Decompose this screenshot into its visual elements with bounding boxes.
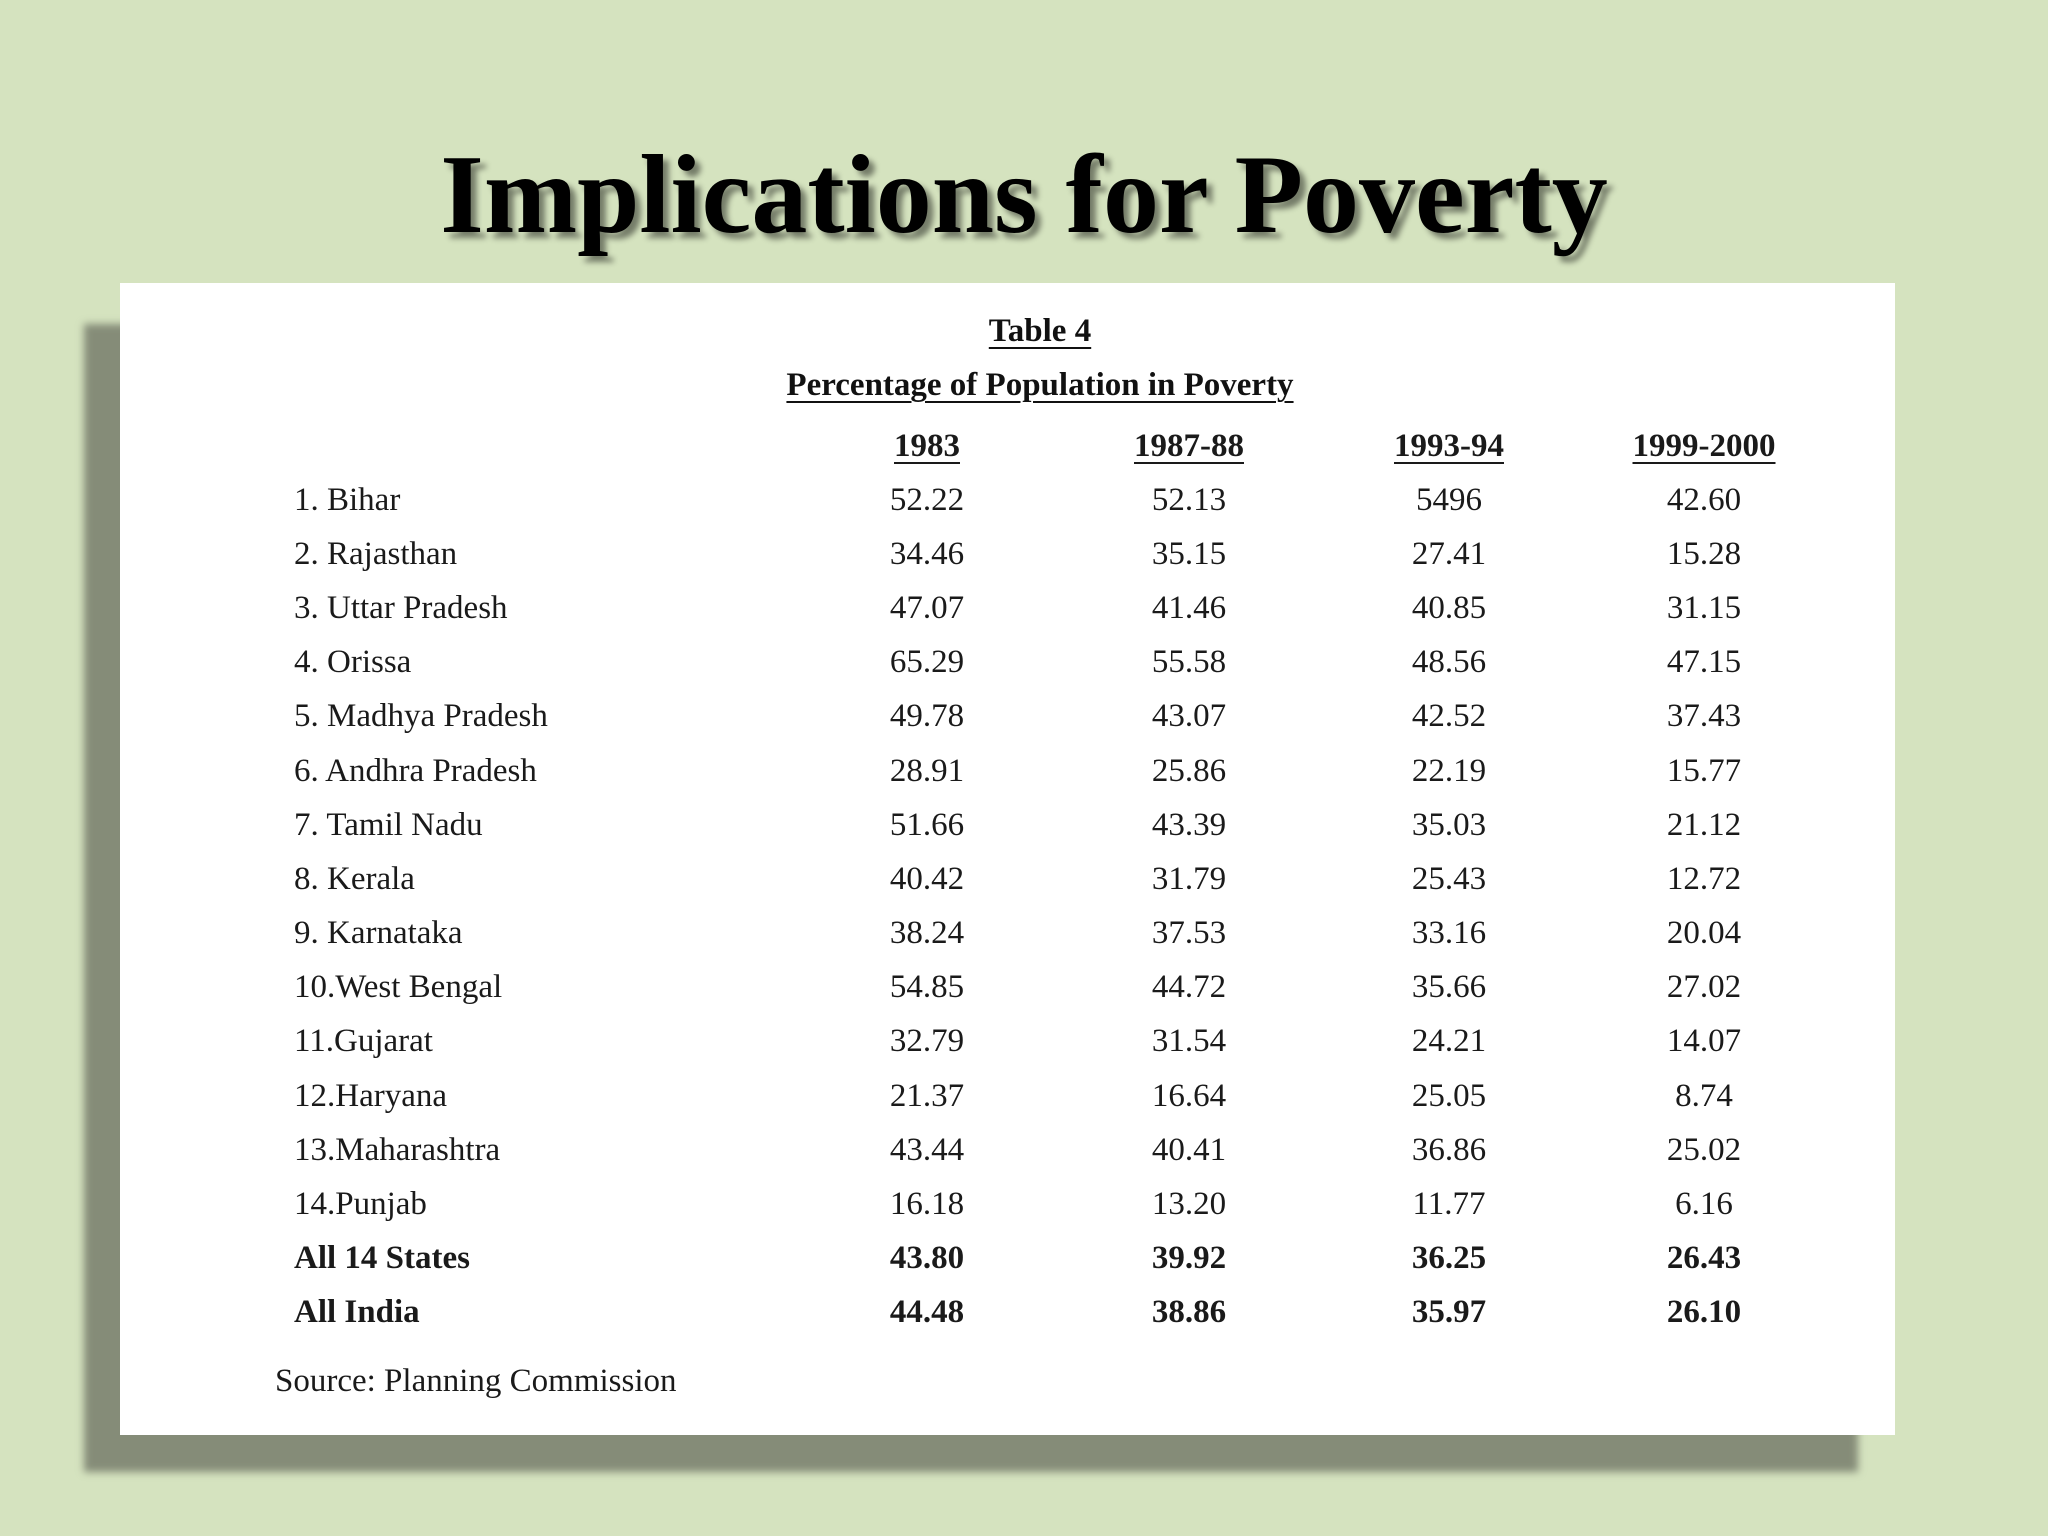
table-cell-value: 11.77 [1412, 1186, 1486, 1223]
table-row [290, 961, 1848, 1015]
table-cell-value: 24.21 [1411, 1023, 1487, 1060]
table-cell-value: 25.86 [1151, 752, 1227, 789]
table-body [290, 473, 1848, 1340]
table-panel [120, 283, 1895, 1435]
table-cell-state: 6. Andhra Pradesh [294, 752, 537, 789]
table-cell-value: 31.54 [1151, 1023, 1227, 1060]
table-cell-value: 43.07 [1151, 698, 1227, 735]
table-cell-value: 35.97 [1411, 1294, 1487, 1331]
table-cell-value: 40.42 [889, 860, 965, 897]
table-cell-value: 65.29 [889, 644, 965, 681]
table-cell-state: 10.West Bengal [294, 969, 503, 1006]
table-cell-value: 37.43 [1666, 698, 1742, 735]
table-cell-value: 5496 [1416, 481, 1482, 518]
table-cell-value: 43.80 [889, 1240, 965, 1277]
table-cell-value: 31.79 [1151, 860, 1227, 897]
table-row [290, 690, 1848, 744]
table-cell-value: 49.78 [889, 698, 965, 735]
table-cell-value: 21.37 [889, 1077, 965, 1114]
table-cell-value: 52.22 [889, 481, 965, 518]
table-cell-value: 34.46 [889, 535, 965, 572]
table-cell-value: 21.12 [1666, 806, 1742, 843]
table-cell-value: 54.85 [889, 969, 965, 1006]
table-cell-state: 7. Tamil Nadu [294, 806, 483, 843]
table-title: Percentage of Population in Poverty [786, 367, 1294, 403]
table-cell-value: 35.03 [1411, 806, 1487, 843]
table-row [290, 473, 1848, 527]
table-cell-value: 43.39 [1151, 806, 1227, 843]
table-cell-value: 26.43 [1666, 1240, 1742, 1277]
table-cell-state: 14.Punjab [294, 1186, 427, 1223]
slide-title: Implications for Poverty [440, 133, 1608, 257]
table-cell-value: 27.41 [1411, 535, 1487, 572]
table-source: Source: Planning Commission [275, 1363, 677, 1399]
column-header-1999-2000: 1999-2000 [1632, 427, 1776, 464]
poverty-table [290, 419, 1848, 1340]
table-row [290, 907, 1848, 961]
table-cell-value: 40.41 [1151, 1131, 1227, 1168]
table-cell-value: 40.85 [1411, 589, 1487, 626]
column-header-1993-94: 1993-94 [1394, 427, 1504, 464]
table-row [290, 1123, 1848, 1177]
table-cell-value: 47.07 [889, 589, 965, 626]
table-cell-state: 5. Madhya Pradesh [294, 698, 548, 735]
table-cell-value: 15.77 [1666, 752, 1742, 789]
table-cell-value: 39.92 [1151, 1240, 1227, 1277]
table-cell-value: 22.19 [1411, 752, 1487, 789]
column-header-1987-88: 1987-88 [1134, 427, 1244, 464]
table-cell-value: 35.66 [1411, 969, 1487, 1006]
table-cell-state: All India [294, 1294, 420, 1331]
table-cell-value: 14.07 [1666, 1023, 1742, 1060]
table-cell-value: 8.74 [1675, 1077, 1733, 1114]
table-cell-value: 44.48 [889, 1294, 965, 1331]
table-cell-state: 13.Maharashtra [294, 1131, 501, 1168]
column-header-state [290, 419, 814, 473]
table-cell-value: 51.66 [889, 806, 965, 843]
table-cell-value: 25.02 [1666, 1131, 1742, 1168]
table-cell-value: 47.15 [1666, 644, 1742, 681]
table-row [290, 527, 1848, 581]
table-row [290, 636, 1848, 690]
table-cell-state: 8. Kerala [294, 860, 415, 897]
table-cell-value: 27.02 [1666, 969, 1742, 1006]
table-cell-value: 43.44 [889, 1131, 965, 1168]
table-cell-value: 52.13 [1151, 481, 1227, 518]
table-cell-value: 28.91 [889, 752, 965, 789]
table-cell-value: 38.86 [1151, 1294, 1227, 1331]
table-cell-state: 11.Gujarat [294, 1023, 433, 1060]
table-row [290, 581, 1848, 635]
table-cell-state: 9. Karnataka [294, 915, 463, 952]
table-row [290, 1177, 1848, 1231]
table-total-row [290, 1232, 1848, 1286]
table-cell-value: 12.72 [1666, 860, 1742, 897]
table-row [290, 1069, 1848, 1123]
table-cell-value: 41.46 [1151, 589, 1227, 626]
table-cell-value: 16.64 [1151, 1077, 1227, 1114]
column-header-1983: 1983 [894, 427, 960, 464]
table-cell-value: 36.86 [1411, 1131, 1487, 1168]
table-cell-value: 15.28 [1666, 535, 1742, 572]
table-cell-value: 55.58 [1151, 644, 1227, 681]
table-cell-value: 25.05 [1411, 1077, 1487, 1114]
table-cell-state: 1. Bihar [294, 481, 401, 518]
table-cell-value: 31.15 [1666, 589, 1742, 626]
table-row [290, 852, 1848, 906]
table-header-row [290, 419, 1848, 473]
table-cell-value: 25.43 [1411, 860, 1487, 897]
table-cell-value: 36.25 [1411, 1240, 1487, 1277]
table-cell-state: 4. Orissa [294, 644, 412, 681]
table-cell-value: 26.10 [1666, 1294, 1742, 1331]
table-cell-state: All 14 States [294, 1240, 470, 1277]
table-cell-value: 32.79 [889, 1023, 965, 1060]
table-cell-value: 6.16 [1675, 1186, 1733, 1223]
table-cell-value: 44.72 [1151, 969, 1227, 1006]
table-cell-state: 12.Haryana [294, 1077, 448, 1114]
table-cell-value: 35.15 [1151, 535, 1227, 572]
table-cell-value: 33.16 [1411, 915, 1487, 952]
table-cell-value: 37.53 [1151, 915, 1227, 952]
table-row [290, 744, 1848, 798]
table-cell-value: 16.18 [889, 1186, 965, 1223]
table-total-row [290, 1286, 1848, 1340]
table-cell-state: 3. Uttar Pradesh [294, 589, 508, 626]
table-cell-value: 13.20 [1151, 1186, 1227, 1223]
table-cell-value: 38.24 [889, 915, 965, 952]
table-cell-value: 42.52 [1411, 698, 1487, 735]
table-cell-value: 20.04 [1666, 915, 1742, 952]
table-row [290, 1015, 1848, 1069]
table-cell-state: 2. Rajasthan [294, 535, 458, 572]
table-cell-value: 48.56 [1411, 644, 1487, 681]
table-number: Table 4 [988, 313, 1092, 349]
table-row [290, 798, 1848, 852]
table-cell-value: 42.60 [1666, 481, 1742, 518]
